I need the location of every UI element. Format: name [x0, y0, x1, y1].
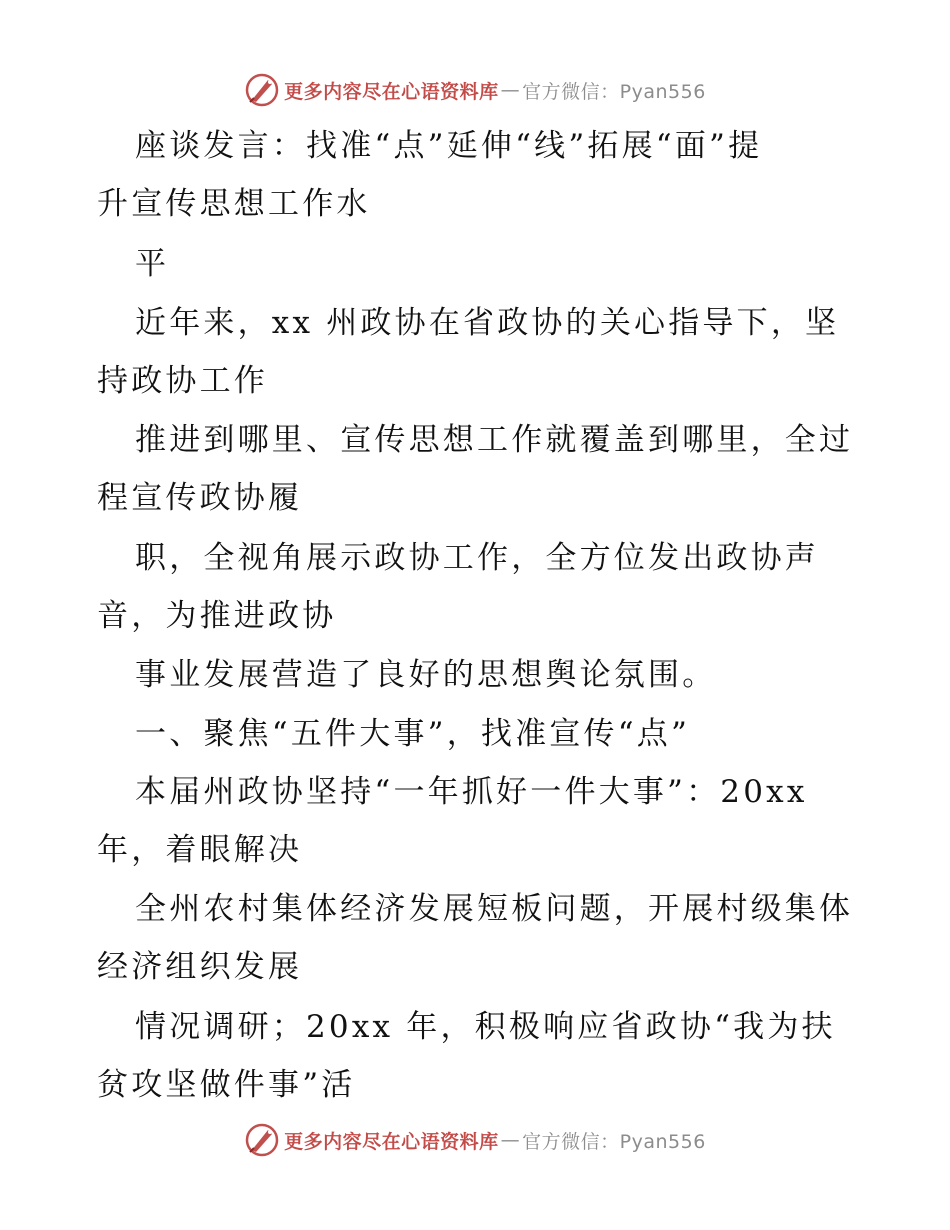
paragraph-line: 音，为推进政协	[97, 598, 337, 634]
paragraph-line: 职，全视角展示政协工作，全方位发出政协声	[135, 540, 819, 576]
paragraph-line: 本届州政协坚持“一年抓好一件大事”：20xx	[135, 774, 808, 810]
paragraph-line: 全州农村集体经济发展短板问题，开展村级集体	[135, 891, 854, 927]
paragraph-line: 推进到哪里、宣传思想工作就覆盖到哪里，全过	[135, 422, 854, 458]
section-heading: 一、聚焦“五件大事”，找准宣传“点”	[135, 716, 690, 752]
title-line-1: 座谈发言：找准“点”延伸“线”拓展“面”提	[135, 128, 763, 164]
watermark-separator: —	[500, 1129, 521, 1151]
watermark-separator: —	[500, 79, 521, 101]
paragraph-line: 持政协工作	[97, 363, 268, 399]
paragraph-line: 贫攻坚做件事”活	[97, 1067, 356, 1103]
watermark-brand: 更多内容尽在心语资料库	[284, 1130, 499, 1153]
paragraph-line: 事业发展营造了良好的思想舆论氛围。	[135, 657, 717, 693]
quill-pen-logo-icon	[244, 1122, 280, 1158]
paragraph-line: 经济组织发展	[97, 949, 303, 985]
title-line-2: 升宣传思想工作水	[97, 186, 371, 222]
title-line-3: 平	[135, 246, 170, 282]
paragraph-line: 程宣传政协履	[97, 480, 303, 516]
watermark-wechat: 官方微信：Pyan556	[522, 80, 706, 103]
paragraph-line: 情况调研；20xx 年，积极响应省政协“我为扶	[135, 1009, 836, 1045]
header-watermark	[0, 70, 950, 110]
quill-pen-logo-icon	[244, 72, 280, 108]
watermark-brand: 更多内容尽在心语资料库	[284, 80, 499, 103]
paragraph-line: 年，着眼解决	[97, 832, 303, 868]
watermark-wechat: 官方微信：Pyan556	[522, 1130, 706, 1153]
footer-watermark	[0, 1120, 950, 1160]
paragraph-line: 近年来，xx 州政协在省政协的关心指导下，坚	[135, 305, 840, 341]
